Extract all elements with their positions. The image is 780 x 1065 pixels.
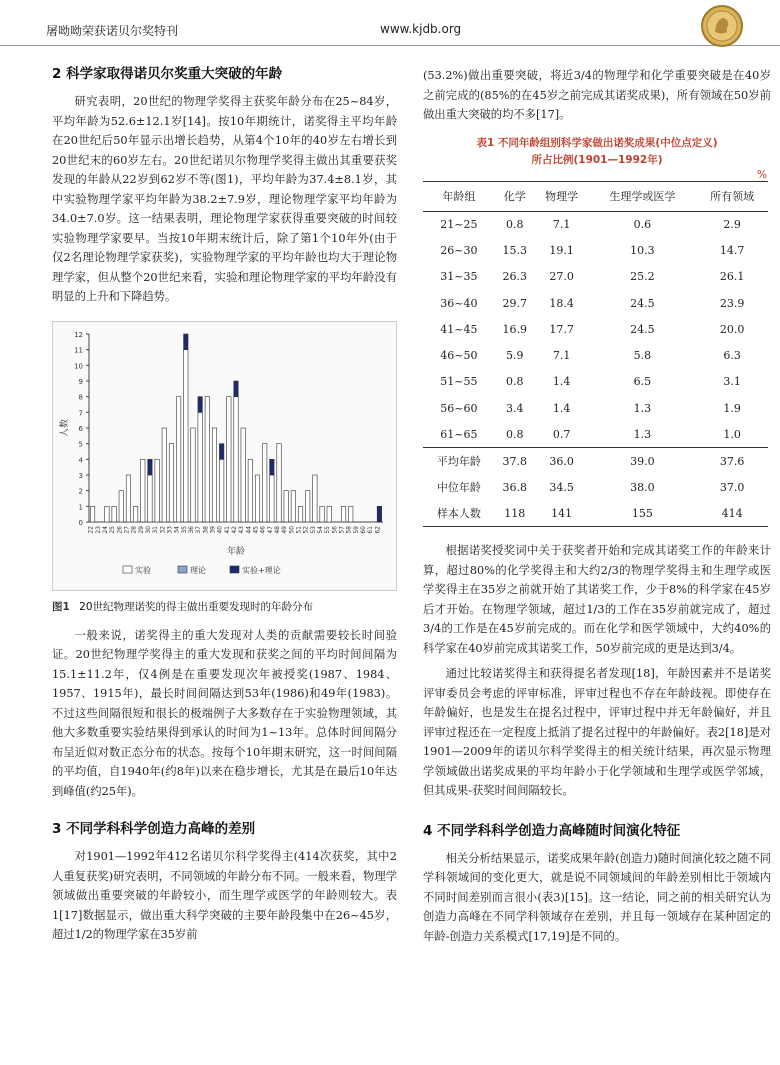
table-row (423, 421, 768, 447)
table-cell: 2.9 (723, 217, 741, 231)
bar-0 (212, 428, 216, 522)
x-tick-label: 40 (216, 525, 224, 534)
table-cell: 29.7 (502, 296, 527, 310)
left-column (52, 62, 397, 945)
x-tick-label: 37 (195, 525, 203, 534)
table-row (423, 316, 768, 342)
paragraph-after-figure: 一般来说，诺奖得主的重大发现对人类的贡献需要较长时间验证。20世纪物理学奖得主的重大发现和获奖之间的平均时间间隔为15.1±11.2年，仅4例是在重要发现次年被授奖(1987、1984、1957、1915年)，最长时间间隔达到53年(1986)和49年(1983)。不过这些间隔很短和很长的极端例子大多数存在于实验物理领域，其他大多数重要实验结果得到承认的时间为1~13年。总体时间间隔分布呈近似对数正态分布的状态。按每个10年期末研究，这一时间间隔的平均值，自1940年(约8年)以来在稳步增长，尤其是在最后10年达到峰值(约25年)。 (52, 628, 397, 798)
bar-0 (298, 506, 302, 522)
table-cell: 38.0 (630, 480, 655, 494)
table-cell: 1.4 (552, 401, 571, 415)
bar-0 (176, 396, 180, 521)
bar-0 (270, 475, 274, 522)
table-header: 物理学 (535, 181, 589, 211)
table-cell: 1.3 (633, 401, 652, 415)
table-cell: 19.1 (549, 243, 574, 257)
y-tick-label: 5 (78, 440, 83, 449)
bar-2 (270, 459, 274, 475)
table-header-row (423, 181, 768, 211)
x-tick-label: 25 (109, 525, 117, 534)
table-caption-line-1: 表1 不同年龄组别科学家做出诺奖成果(中位点定义) (476, 136, 718, 149)
table-cell: 10.3 (630, 243, 655, 257)
table-cell: 1.0 (723, 427, 741, 441)
y-tick-label: 2 (78, 487, 83, 496)
x-tick-label: 44 (245, 525, 253, 534)
legend-label: 实验 (135, 565, 151, 575)
table-row (423, 290, 768, 316)
bar-0 (155, 459, 159, 522)
table-header: 化学 (495, 181, 535, 211)
table-cell: 36~40 (440, 296, 478, 310)
bar-0 (133, 506, 137, 522)
x-tick-label: 32 (159, 525, 167, 534)
table-cell: 34.5 (549, 480, 574, 494)
bar-0 (148, 475, 152, 522)
x-tick-label: 50 (288, 525, 296, 534)
continued-paragraph: (53.2%)做出重要突破，将近3/4的物理学和化学重要突破是在40岁之前完成的(85%的在45岁之前完成其诺奖成果)，所有领域在50岁前做出重大突破的均不多[17]。 (423, 69, 771, 121)
bar-0 (349, 506, 353, 522)
table-cell: 24.5 (630, 322, 655, 336)
x-tick-label: 47 (266, 525, 274, 534)
bar-0 (169, 443, 173, 521)
x-tick-label: 35 (180, 525, 188, 534)
table-cell: 141 (535, 500, 589, 526)
bar-0 (327, 506, 331, 522)
legend-swatch (230, 566, 239, 573)
table-row (423, 448, 768, 474)
table-cell: 41~45 (440, 322, 478, 336)
x-tick-label: 39 (209, 525, 217, 534)
y-tick-label: 7 (78, 408, 83, 417)
bar-0 (205, 396, 209, 521)
table-cell: 39.0 (589, 448, 697, 474)
x-axis-label: 年龄 (226, 546, 246, 557)
x-tick-label: 60 (360, 525, 368, 534)
y-tick-label: 8 (78, 393, 83, 402)
x-tick-label: 33 (166, 525, 174, 534)
x-tick-label: 56 (331, 525, 339, 534)
table-cell: 0.6 (633, 217, 652, 231)
y-axis-label: 人数 (60, 418, 70, 437)
bar-0 (227, 396, 231, 521)
table-cell: 24.5 (630, 296, 655, 310)
bar-0 (90, 506, 94, 522)
table-cell: 中位年龄 (436, 481, 481, 495)
bar-0 (255, 475, 259, 522)
table-cell: 21~25 (440, 217, 478, 231)
x-tick-label: 49 (281, 525, 289, 534)
table-cell: 7.1 (552, 349, 571, 363)
table-cell: 26.3 (502, 270, 527, 284)
x-tick-label: 31 (152, 525, 160, 534)
bar-0 (119, 490, 123, 521)
bar-0 (241, 428, 245, 522)
table-row (423, 237, 768, 263)
x-tick-label: 48 (274, 525, 282, 534)
table-cell: 26.1 (719, 270, 745, 284)
table-cell: 61~65 (440, 427, 478, 441)
legend-swatch (178, 566, 187, 573)
table-cell: 样本人数 (423, 500, 495, 526)
table-cell: 36.8 (502, 480, 527, 494)
right-column (423, 66, 771, 946)
journal-title: 屠呦呦荣获诺贝尔奖特刊 (46, 24, 179, 38)
bar-2 (234, 381, 238, 397)
table-cell: 平均年龄 (423, 448, 495, 474)
x-tick-label: 36 (187, 525, 195, 534)
y-tick-label: 1 (78, 502, 83, 511)
table-cell: 118 (495, 500, 535, 526)
bar-0 (320, 506, 324, 522)
table-unit: % (757, 168, 767, 181)
y-tick-label: 11 (74, 346, 83, 355)
x-tick-label: 26 (116, 525, 124, 534)
figure-number: 图1 (52, 600, 70, 613)
x-tick-label: 57 (338, 525, 346, 534)
table-cell: 0.7 (552, 427, 571, 441)
x-tick-label: 61 (367, 525, 375, 534)
legend-label: 实验+理论 (242, 565, 281, 575)
right-paragraph-2: 通过比较诺奖得主和获得提名者发现[18]，年龄因素并不是诺奖评审委员会考虑的评审标准，评审过程也不存在年龄歧视。即使存在年龄偏好，也是发生在提名过程中，评审过程中并无年龄偏好，并且评审过程还在一定程度上抵消了提名过程中的年龄偏好。表2[18]是对1901—2009年的诺贝尔科学奖得主的相关统计结果，再次显示物理学领域做出诺奖成果的平均年龄小于化学领域和生理学或医学邻域，但其成果-获奖时间间隔较长。 (423, 667, 771, 798)
bar-2 (184, 334, 188, 350)
x-tick-label: 41 (223, 525, 231, 534)
bar-0 (291, 490, 295, 521)
table-row (423, 342, 768, 368)
table-cell: 37.0 (719, 480, 745, 494)
figure-caption-text: 20世纪物理诺奖的得主做出重要发现时的年龄分布 (79, 600, 314, 613)
table-cell: 1.4 (552, 375, 571, 389)
section-4-title: 4 不同学科科学创造力高峰随时间演化特征 (423, 822, 681, 839)
bar-0 (112, 506, 116, 522)
table-1-caption (423, 135, 771, 169)
bar-0 (184, 349, 188, 521)
section-4-paragraph: 相关分析结果显示，诺奖成果年龄(创造力)随时间演化较之随不同学科领域间的变化更大，就是说不同领域间的年龄差别相比于领域内不同时间差别而言很小(表3)[15]。这一结论，同之前的相关研究认为创造力高峰在不同学科领域存在差别，并且每一领域存在某种固定的年龄-创造力关系模式[17,19]是不同的。 (423, 851, 771, 943)
x-tick-label: 54 (317, 525, 325, 534)
table-cell: 5.8 (633, 349, 652, 363)
table-row (423, 395, 768, 421)
table-row (423, 264, 768, 290)
y-tick-label: 9 (78, 377, 83, 386)
table-cell: 31~35 (440, 270, 478, 284)
y-tick-label: 0 (78, 518, 83, 527)
bar-2 (377, 506, 381, 522)
bar-0 (313, 475, 317, 522)
x-tick-label: 59 (352, 525, 360, 534)
age-distribution-chart (53, 322, 398, 592)
x-tick-label: 62 (374, 525, 382, 534)
table-cell: 51~55 (440, 375, 478, 389)
bar-0 (105, 506, 109, 522)
table-cell: 27.0 (549, 270, 574, 284)
figure-1-caption (52, 599, 397, 614)
table-header: 所有领域 (696, 181, 768, 211)
table-row (423, 500, 768, 526)
table-cell: 46~50 (440, 349, 478, 363)
x-tick-label: 43 (238, 525, 246, 534)
x-tick-label: 45 (252, 525, 260, 534)
bar-0 (277, 443, 281, 521)
y-tick-label: 4 (78, 455, 83, 464)
y-tick-label: 3 (78, 471, 83, 480)
bar-2 (219, 443, 223, 459)
table-1 (423, 181, 768, 528)
bar-0 (219, 459, 223, 522)
table-cell: 14.7 (719, 243, 745, 257)
y-tick-label: 6 (78, 424, 83, 433)
table-cell: 6.5 (633, 375, 652, 389)
x-tick-label: 51 (295, 525, 303, 534)
bar-0 (341, 506, 345, 522)
x-tick-label: 58 (345, 525, 353, 534)
table-cell: 7.1 (552, 217, 571, 231)
bar-0 (126, 475, 130, 522)
x-tick-label: 55 (324, 525, 332, 534)
x-tick-label: 22 (87, 525, 95, 534)
right-paragraph-1: 根据诺奖授奖词中关于获奖者开始和完成其诺奖工作的年龄来计算，超过80%的化学奖得主和大约2/3的物理学奖得主和生理学或医学奖得主在35岁之前就开始了其诺奖工作，少于8%的科学家在45岁后才开始。在物理学领域，超过1/3的工作在35岁前就完成了，超过3/4的工作是在45岁前完成的。而在化学和医学领域中，大约40%的科学家在40岁前完成其诺奖工作，50岁前完成的更是达到3/4。 (423, 544, 771, 655)
table-cell: 37.6 (696, 448, 768, 474)
table-cell: 1.9 (723, 401, 741, 415)
section-3-title: 3 不同学科科学创造力高峰的差别 (52, 821, 256, 837)
table-cell: 1.3 (633, 427, 652, 441)
legend-label: 理论 (190, 565, 206, 575)
section-2-title: 2 科学家取得诺贝尔奖重大突破的年龄 (52, 66, 283, 82)
nobel-medal-icon (700, 4, 744, 48)
table-cell: 36.0 (535, 448, 589, 474)
table-cell: 37.8 (495, 448, 535, 474)
table-caption-line-2: 所占比例(1901—1992年) (531, 153, 663, 166)
bar-0 (191, 428, 195, 522)
x-tick-label: 46 (259, 525, 267, 534)
x-tick-label: 30 (144, 525, 152, 534)
page-header (0, 0, 780, 46)
table-row (423, 211, 768, 237)
legend-swatch (123, 566, 132, 573)
x-tick-label: 28 (130, 525, 138, 534)
x-tick-label: 42 (231, 525, 238, 534)
bar-0 (141, 459, 145, 522)
bar-2 (148, 459, 152, 475)
x-tick-label: 23 (94, 525, 102, 534)
figure-1 (52, 321, 397, 591)
table-cell: 155 (589, 500, 697, 526)
x-tick-label: 29 (137, 525, 145, 534)
bar-0 (248, 459, 252, 522)
table-header: 生理学或医学 (589, 181, 697, 211)
table-row (423, 369, 768, 395)
table-cell: 16.9 (502, 322, 527, 336)
table-header: 年龄组 (423, 181, 495, 211)
bar-0 (234, 396, 238, 521)
table-cell: 0.8 (505, 217, 524, 231)
table-cell: 25.2 (630, 270, 655, 284)
x-tick-label: 27 (123, 525, 131, 534)
bar-0 (162, 428, 166, 522)
bar-2 (198, 396, 202, 412)
table-cell: 5.9 (505, 349, 524, 363)
bar-0 (284, 490, 288, 521)
table-cell: 26~30 (440, 243, 478, 257)
table-cell: 18.4 (549, 296, 574, 310)
table-cell: 3.4 (505, 401, 524, 415)
table-cell: 6.3 (723, 349, 741, 363)
table-cell: 3.1 (723, 375, 741, 389)
section-2-paragraph: 研究表明，20世纪的物理学奖得主获奖年龄分布在25~84岁，平均年龄为52.6±12.1岁[14]。按10年期统计，诺奖得主平均年龄在20世纪后50年显示出增长趋势，从第4个10年的40岁左右增长到20世纪末的60岁左右。20世纪诺贝尔物理学奖得主做出其重要获奖发现的年龄从22岁到62岁不等(图1)，平均年龄为37.4±8.1岁，其中实验物理学家平均年龄为38.2±7.9岁，理论物理学家平均年龄为34.0±7.0岁。这一结果表明，理论物理学家获得重要突破的时间较实验物理学家要早。当按10年期末统计后，除了第1个10年外(由于仅2名理论物理学家获奖)，实验物理学家的平均年龄也均大于理论物理学家，但从整个20世纪来看，实验和理论物理学家的平均年龄没有明显的上升和下降趋势。 (52, 95, 397, 303)
table-cell: 15.3 (502, 243, 527, 257)
table-row (423, 474, 768, 500)
table-cell: 56~60 (440, 401, 478, 415)
bar-0 (262, 443, 266, 521)
y-tick-label: 10 (74, 361, 83, 370)
table-cell: 414 (696, 500, 768, 526)
table-cell: 23.9 (719, 296, 745, 310)
journal-url[interactable]: www.kjdb.org (380, 22, 462, 36)
table-cell: 20.0 (719, 322, 745, 336)
table-cell: 0.8 (505, 375, 524, 389)
table-cell: 17.7 (549, 322, 574, 336)
section-3-paragraph: 对1901—1992年412名诺贝尔科学奖得主(414次获奖，其中2人重复获奖)研究表明，不同领域的年龄分布不同。一般来看，物理学领域做出重要突破的年龄较小，而生理学或医学的年龄则较大。表1[17]数据显示，做出重大科学突破的主要年龄段集中在26~45岁，超过1/2的物理学家在35岁前 (52, 850, 397, 941)
bar-0 (198, 412, 202, 522)
x-tick-label: 52 (302, 525, 310, 534)
x-tick-label: 24 (101, 525, 109, 534)
y-tick-label: 12 (74, 330, 83, 339)
table-cell: 0.8 (505, 427, 524, 441)
x-tick-label: 34 (173, 525, 181, 534)
bar-0 (305, 490, 309, 521)
x-tick-label: 53 (309, 525, 317, 534)
x-tick-label: 38 (202, 525, 210, 534)
